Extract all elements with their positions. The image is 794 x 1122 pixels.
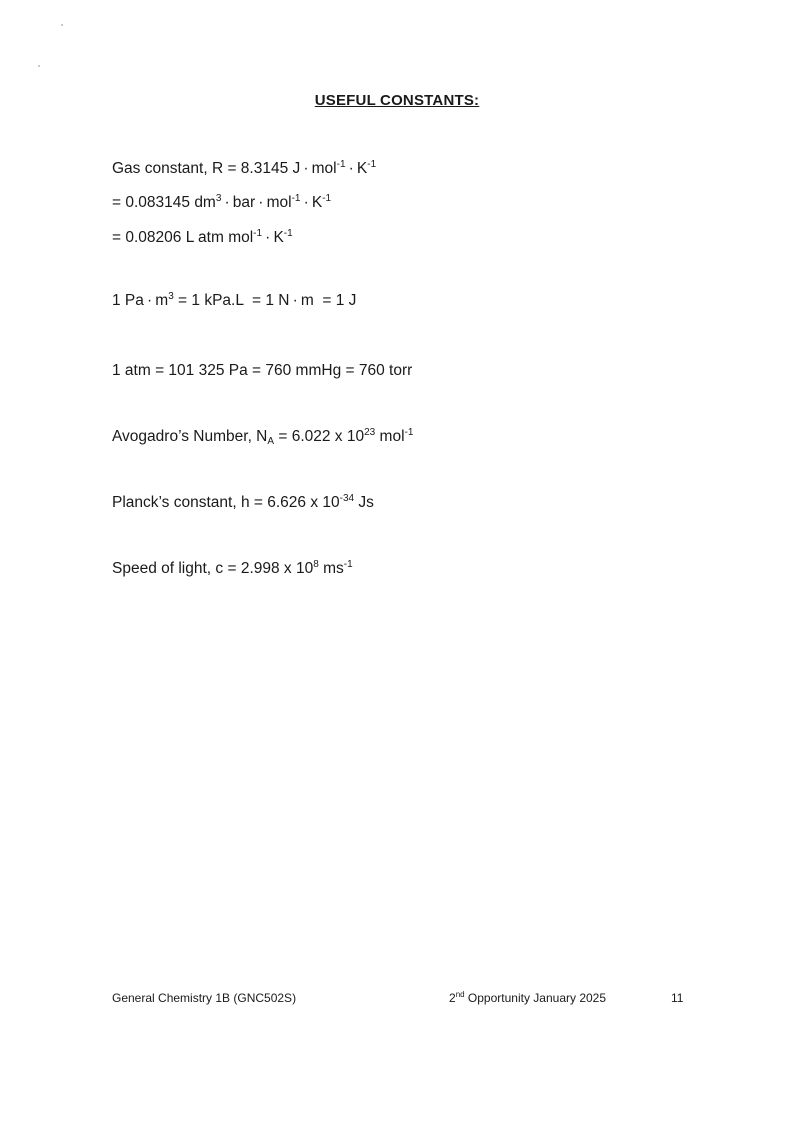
speed-of-light-label: Speed of light, c = 2.998 x 10: [112, 560, 314, 577]
gas-constant-atm-value: = 0.08206 L atm mol: [112, 229, 254, 246]
pressure-equivalence-line: 1 atm = 101 325 Pa = 760 mmHg = 760 torr: [112, 362, 413, 379]
exponent: -1: [367, 159, 377, 170]
exponent: 3: [168, 291, 174, 302]
subscript: A: [267, 436, 275, 447]
page-title: USEFUL CONSTANTS:: [314, 92, 480, 109]
unit-bar: bar: [232, 194, 256, 211]
avogadro-unit: mol: [375, 428, 405, 445]
page-number: 11: [671, 991, 684, 1005]
scan-speck: [38, 65, 40, 67]
exponent: -1: [322, 193, 332, 204]
planck-label: Planck’s constant, h = 6.626 x 10: [112, 494, 340, 511]
gas-constant-line-1: Gas constant, R = 8.3145 $J \cdot mol^{-1} \cdot K^{-1}$: [112, 159, 377, 177]
exponent: -1: [404, 427, 414, 438]
exponent: -1: [283, 228, 293, 239]
unit-k: K: [356, 160, 368, 177]
exponent: 23: [364, 427, 376, 438]
scan-speck: [61, 24, 63, 26]
unit-mol: mol: [311, 160, 337, 177]
exponent: -34: [339, 493, 355, 504]
avogadro-label: Avogadro’s Number, N: [112, 428, 268, 445]
gas-constant-line-3: = 0.08206 L atm $mol^{-1} \cdot K^{-1}$: [112, 228, 293, 246]
planck-line: [112, 494, 374, 512]
unit-k: K: [311, 194, 323, 211]
ordinal-suffix: nd: [455, 990, 465, 999]
energy-equivalence-line: 1 $Pa \cdot m^3 = 1$ kPa.L = 1 N · m = 1 J: [112, 291, 357, 309]
exponent: -1: [343, 559, 353, 570]
speed-of-light-unit: ms: [318, 560, 344, 577]
footer-course: General Chemistry 1B (GNC502S): [112, 991, 297, 1005]
footer-opportunity: [449, 991, 606, 1005]
gas-constant-dm-value: = 0.083145 dm: [112, 194, 216, 211]
kpa-equivalence: = 1 kPa.L = 1 N: [173, 292, 290, 309]
exponent: -1: [336, 159, 346, 170]
unit-k: K: [273, 229, 284, 246]
avogadro-line: [112, 428, 413, 446]
opportunity-text: Opportunity January 2025: [464, 991, 607, 1005]
joule-equivalence: m = 1 J: [300, 292, 357, 309]
speed-of-light-line: [112, 560, 353, 578]
unit-mol: mol: [266, 194, 292, 211]
m-unit: m: [155, 292, 169, 309]
pa-unit: 1 Pa: [112, 292, 144, 309]
gas-constant-label: Gas constant, R = 8.3145 J: [112, 160, 301, 177]
gas-constant-line-2: = 0.083145 $dm^3$ · bar · $mol^{-1} \cdot K^{-1}$: [112, 193, 332, 211]
planck-unit: Js: [354, 494, 374, 511]
opportunity-ordinal: 2: [449, 991, 456, 1005]
exponent: -1: [291, 193, 301, 204]
exponent: 8: [313, 559, 319, 570]
avogadro-value: = 6.022 x 10: [274, 428, 365, 445]
exponent: 3: [215, 193, 222, 204]
exponent: -1: [253, 228, 263, 239]
